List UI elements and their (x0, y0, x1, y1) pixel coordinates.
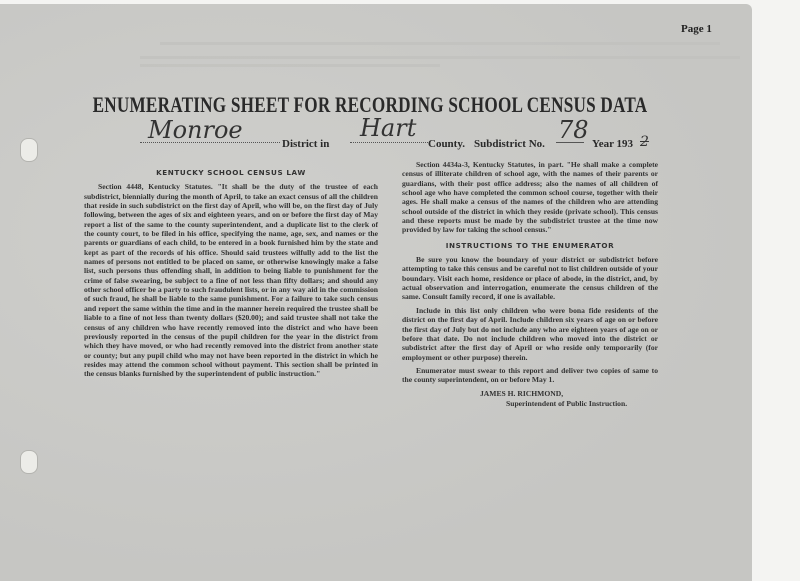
bleed-through-text (140, 56, 740, 59)
year-label: Year 193 (592, 138, 634, 150)
year-value: 2 (640, 134, 649, 150)
county-value: Hart (360, 114, 417, 142)
subdistrict-field[interactable] (556, 116, 589, 144)
district-field[interactable] (140, 116, 280, 144)
page-number: Page 1 (681, 23, 712, 35)
instructions-heading: INSTRUCTIONS TO THE ENUMERATOR (445, 240, 615, 250)
punch-hole (20, 450, 38, 474)
left-column-heading: KENTUCKY SCHOOL CENSUS LAW (156, 168, 306, 177)
statute-text: "He shall make a complete census of illiterate children of school age, with the names of their parents or guardians, with their post office address; also the names of all children of school age who have completed the common school course, together with their ages. He shall make a census of the names of the children who are attending school outside of the district in which they reside (private school). This census and these reports must be made by the subdistrict trustee at the time now provided by law for taking the school census." (402, 160, 659, 235)
county-label: County. (428, 138, 465, 150)
law-paragraph (84, 182, 378, 378)
page-title: ENUMERATING SHEET FOR RECORDING SCHOOL CENSUS DATA (92, 92, 648, 117)
signature-name: JAMES H. RICHMOND, (480, 388, 564, 398)
instruction-paragraph: Include in this list only children who were bona fide residents of the district on the first day of April. Include children six years of age on or before the first day of July but do not include any who are eighteen years of age on or before that date. Do not include children who moved into the district or subdistrict after the first day of April or who reside only temporarily (for employment or other purpose) therein. (402, 305, 658, 362)
section-lead: Section 4448, Kentucky Statutes. (98, 182, 213, 192)
county-field[interactable] (350, 114, 428, 143)
signature-title: Superintendent of Public Instruction. (506, 398, 628, 408)
instruction-paragraph: Enumerator must swear to this report and deliver two copies of same to the county superintendent, on or before May 1. (402, 365, 658, 385)
district-label: District in (282, 138, 330, 150)
punch-hole (20, 138, 38, 162)
form-header-fields (140, 114, 670, 152)
subdistrict-value: 78 (558, 116, 589, 144)
bleed-through-text (160, 42, 720, 45)
section-lead: Section 4434a-3, Kentucky Statutes, in part. (416, 160, 564, 169)
statute-paragraph (402, 160, 658, 235)
law-text: "It shall be the duty of the trustee of each subdistrict, biennially during the month of April, to take an exact census of all the children that reside in such subdistrict on the first day of April, who will be, on the first day of July following, between the ages of six and eighteen years, and on or before the first day of May report a list of the same to the county superintendent, and a duplicate list to the clerk of the county court, to be filed in his office, specifying the name, age, sex, and names or the parents or guardians of each child, to be entered in a book furnished him by the state and kept as part of the records of his office. Should said trustees wilfully add to the list the names of persons not entitled to be placed on same, or otherwise knowingly make a false list, such persons thus offending shall, in addition to being liable to punishment for the crime of false swearing, be subject to a fine of not less than fifty dollars; and should any other school officer be a party to such fraudulent lists, or in any way aid in the commission of such fraud, he shall be liable to the same punishment. For a failure to take such census and report the same within the time and in the manner herein required the trustee shall be liable to a fine of not less than twenty dollars ($20.00); and said trustee shall not take the census of any children who have recently removed into the district and who have been previously reported in the census of the pupil children for the year in the district from which they have moved, or who had recently removed into the district from another state or county; but any pupil child who may not have been reported in the district in which he resides may attend the common school without payment. This section shall be printed in the census blanks furnished by the superintendent of public instruction." (84, 182, 378, 379)
subdistrict-label: Subdistrict No. (474, 138, 545, 150)
instruction-paragraph: Be sure you know the boundary of your district or subdistrict before attempting to take this census and be careful not to list children outside of your boundary. Visit each home, residence or place of abode, in the district, and, by actual observation and interrogation, enumerate the census children of the same. Consult family record, if one is available. (402, 255, 658, 302)
right-column (402, 160, 658, 409)
district-value: Monroe (148, 116, 243, 144)
left-column (84, 168, 378, 383)
bleed-through-text (140, 64, 440, 67)
